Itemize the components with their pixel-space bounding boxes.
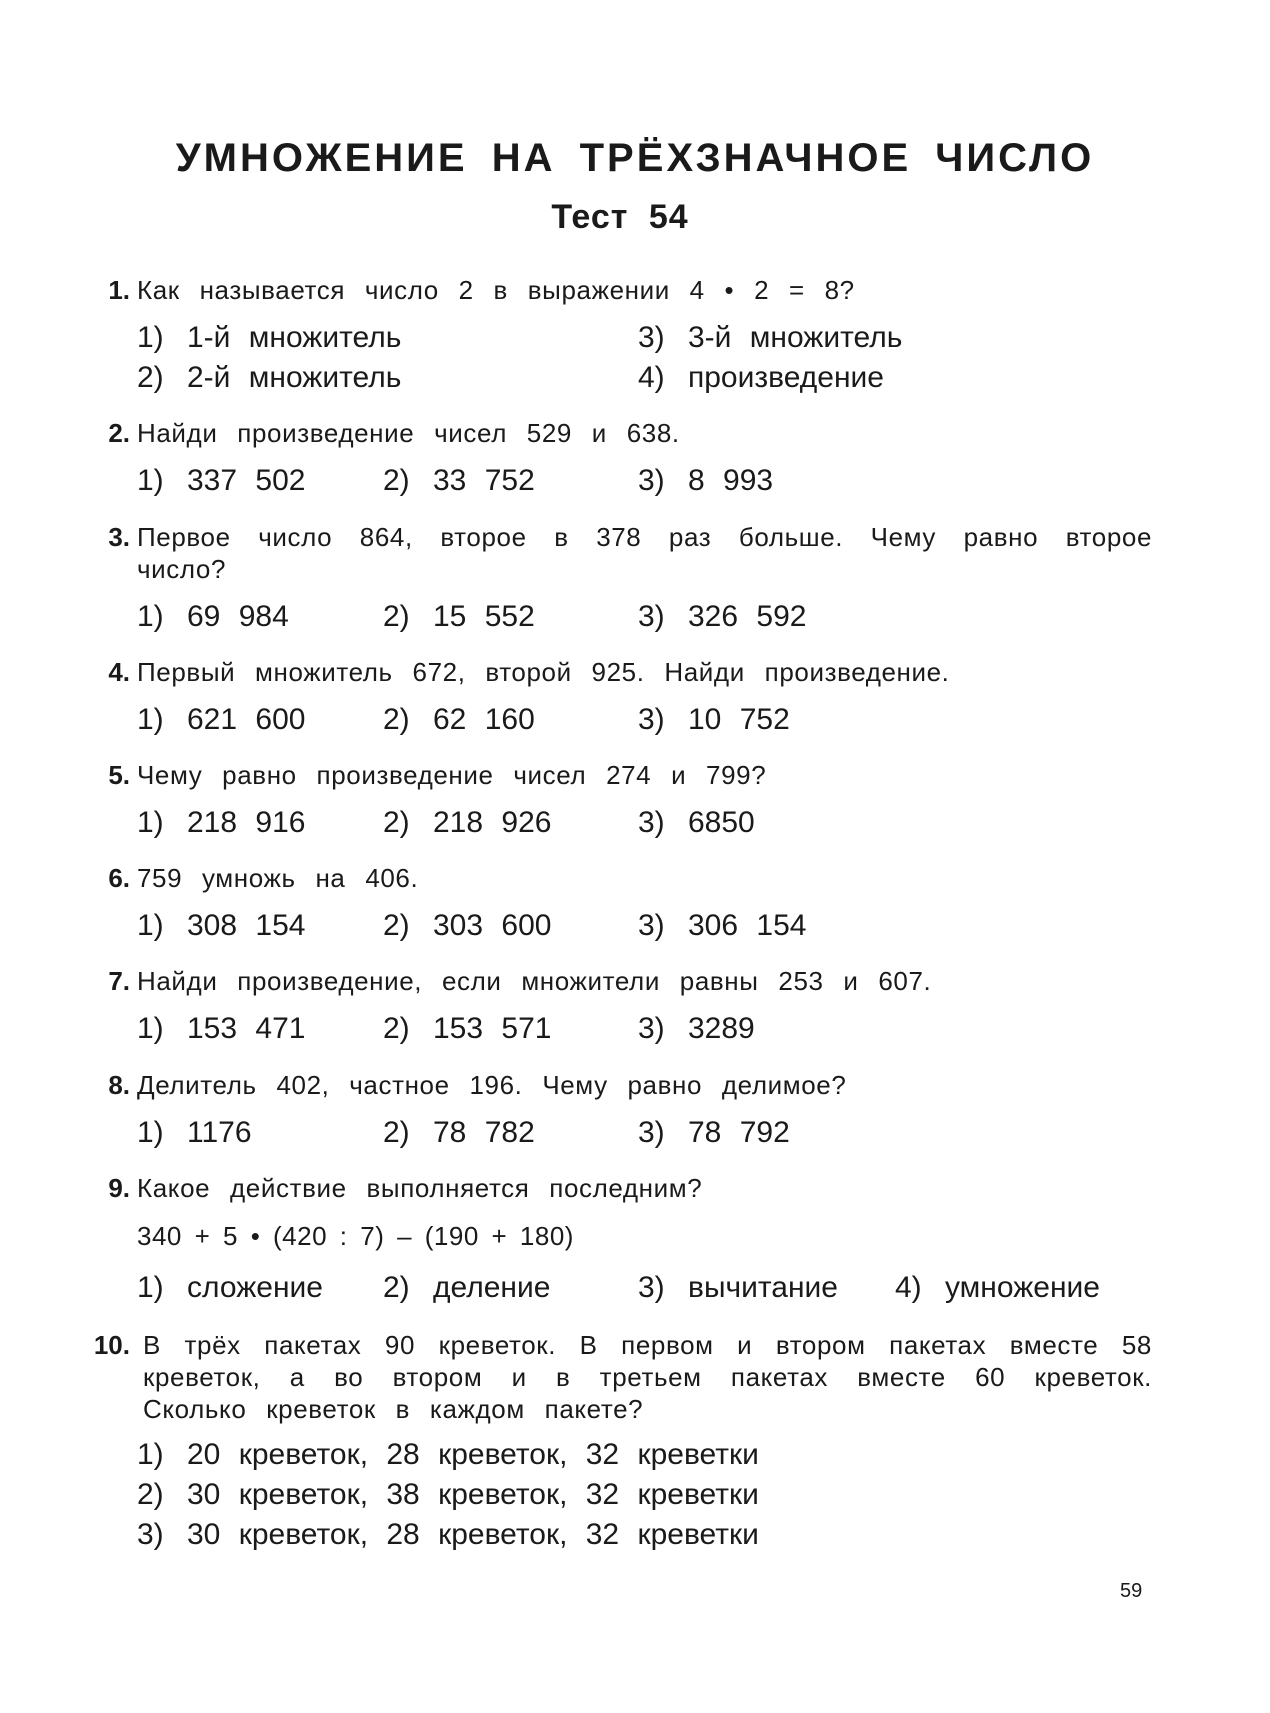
question-text: Как называется число 2 в выражении 4 • 2 = 8? — [137, 275, 855, 305]
option: 2) 303 600 — [383, 909, 552, 942]
question-number: 4. — [108, 657, 130, 687]
option: 3) 306 154 — [638, 909, 807, 942]
question-number: 10. — [93, 1330, 130, 1360]
option: 4) произведение — [638, 361, 884, 394]
option: 3) 10 752 — [638, 703, 790, 736]
option: 3) 78 792 — [638, 1116, 790, 1149]
question-number: 3. — [108, 522, 130, 552]
option: 1) 153 471 — [137, 1012, 306, 1045]
question-number: 8. — [108, 1070, 130, 1100]
option: 3) 6850 — [638, 806, 755, 839]
option: 3) вычитание — [638, 1271, 838, 1304]
question-text: 759 умножь на 406. — [137, 863, 419, 893]
question-text: В трёх пакетах 90 креветок. В первом и втором пакетах вместе 58 креветок, а во втором и в третьем пакетах вместе 60 креветок. Сколько креветок в каждом пакете? — [143, 1330, 1152, 1424]
question-text: Какое действие выполняется последним? — [137, 1173, 703, 1203]
option: 2) 15 552 — [383, 600, 535, 633]
question-number: 2. — [108, 418, 130, 448]
option: 2) 153 571 — [383, 1012, 552, 1045]
option: 3) 8 993 — [638, 464, 774, 497]
option: 1) сложение — [137, 1271, 323, 1304]
question-text: Найди произведение, если множители равны 253 и 607. — [137, 966, 932, 996]
option: 2) 30 креветок, 38 креветок, 32 креветки — [137, 1478, 759, 1511]
question-number: 9. — [108, 1173, 130, 1203]
option: 1) 20 креветок, 28 креветок, 32 креветки — [137, 1438, 759, 1471]
question-number: 7. — [108, 966, 130, 996]
page-number: 59 — [1120, 1580, 1143, 1602]
question-text: Делитель 402, частное 196. Чему равно делимое? — [137, 1070, 847, 1100]
question-text: Чему равно произведение чисел 274 и 799? — [137, 760, 767, 790]
math-expression: 340 + 5 • (420 : 7) – (190 + 180) — [137, 1221, 574, 1251]
page-title: УМНОЖЕНИЕ НА ТРЁХЗНАЧНОЕ ЧИСЛО — [175, 136, 1095, 180]
question-number: 6. — [108, 863, 130, 893]
option: 1) 337 502 — [137, 464, 306, 497]
option: 1) 621 600 — [137, 703, 306, 736]
option: 3) 326 592 — [638, 600, 807, 633]
option: 2) 62 160 — [383, 703, 535, 736]
option: 1) 308 154 — [137, 909, 306, 942]
option: 4) умножение — [895, 1271, 1100, 1304]
option: 2) деление — [383, 1271, 551, 1304]
question-text: Первый множитель 672, второй 925. Найди произведение. — [137, 657, 950, 687]
option: 2) 218 926 — [383, 806, 552, 839]
question-number: 5. — [108, 760, 130, 790]
option: 2) 78 782 — [383, 1116, 535, 1149]
option: 3) 30 креветок, 28 креветок, 32 креветки — [137, 1518, 759, 1551]
option: 1) 1-й множитель — [137, 321, 402, 354]
option: 1) 218 916 — [137, 806, 306, 839]
option: 2) 2-й множитель — [137, 361, 402, 394]
question-number: 1. — [108, 275, 130, 305]
test-title: Тест 54 — [551, 198, 689, 236]
question-text: Найди произведение чисел 529 и 638. — [137, 418, 680, 448]
question-text: Первое число 864, второе в 378 раз больше. Чему равно второе число? — [137, 522, 1152, 584]
option: 3) 3-й множитель — [638, 321, 903, 354]
option: 2) 33 752 — [383, 464, 535, 497]
option: 1) 69 984 — [137, 600, 289, 633]
option: 1) 1176 — [137, 1116, 252, 1149]
option: 3) 3289 — [638, 1012, 755, 1045]
